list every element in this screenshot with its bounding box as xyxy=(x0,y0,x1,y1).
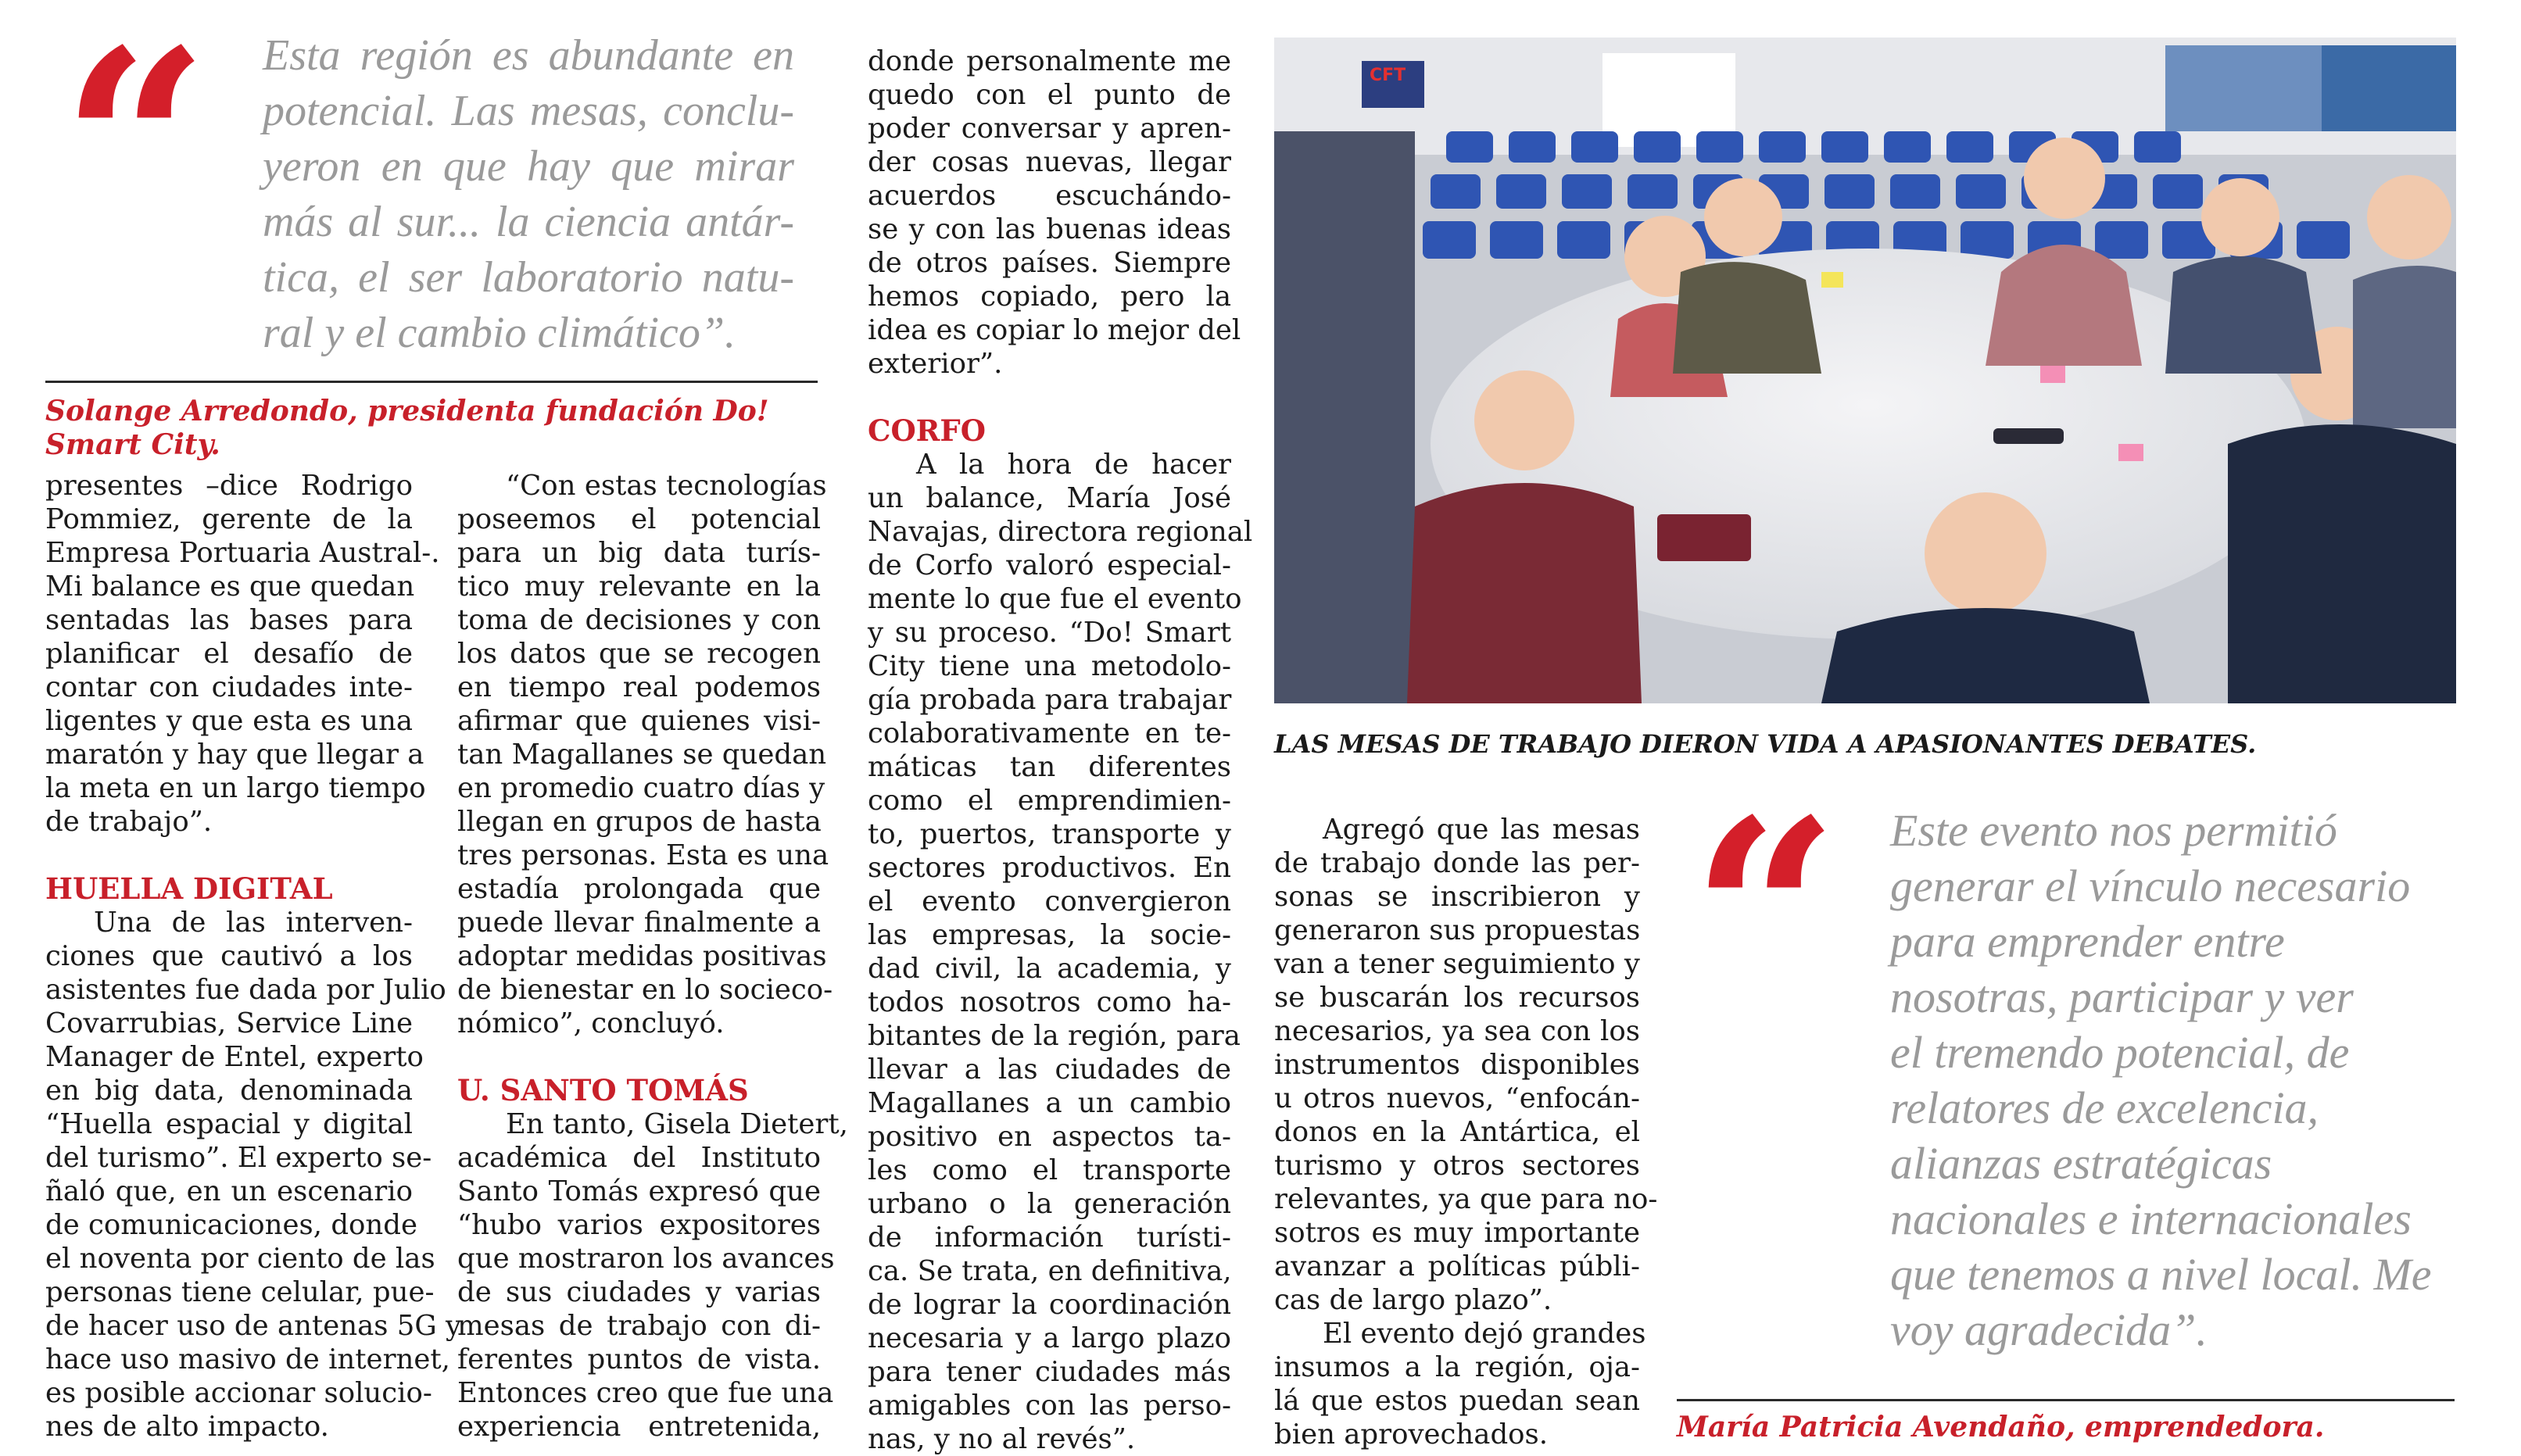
body-line: cas de largo plazo”. xyxy=(1274,1284,1552,1316)
quote-line: Esta región es abundante en xyxy=(263,31,794,80)
body-line: Entonces creo que fue una xyxy=(457,1377,834,1409)
body-line: de bienestar en lo socieco- xyxy=(457,974,833,1006)
body-line: instrumentos disponibles xyxy=(1274,1049,1640,1081)
body-line: poseemos el potencial xyxy=(457,503,821,535)
body-line: necesarios, ya sea con los xyxy=(1274,1015,1640,1047)
body-line: ferentes puntos de vista. xyxy=(457,1343,821,1376)
quote-attribution: María Patricia Avendaño, emprendedora. xyxy=(1677,1411,2325,1443)
pull-quote-avendano xyxy=(1890,803,2453,1358)
body-line: de información turísti- xyxy=(868,1222,1231,1254)
body-line: nómico”, concluyó. xyxy=(457,1007,725,1039)
article-column-3 xyxy=(868,45,1253,1456)
quote-line: que tenemos a nivel local. Me xyxy=(1890,1249,2432,1300)
quote-line: nosotras, participar y ver xyxy=(1890,971,2354,1022)
body-line: ñaló que, en un escenario xyxy=(45,1175,413,1207)
body-line: positivo en aspectos ta- xyxy=(868,1121,1231,1153)
body-line: van a tener seguimiento y xyxy=(1274,948,1640,980)
quote-line: más al sur... la ciencia antár- xyxy=(263,198,794,246)
body-line: bitantes de la región, para xyxy=(868,1020,1241,1052)
body-line: to, puertos, transporte y xyxy=(868,818,1231,850)
body-line: colaborativamente en te- xyxy=(868,717,1231,749)
quote-line: voy agradecida”. xyxy=(1890,1304,2208,1355)
body-line: City tiene una metodolo- xyxy=(868,650,1231,682)
quote-line: relatores de excelencia, xyxy=(1890,1082,2319,1133)
body-line: bien aprovechados. xyxy=(1274,1418,1549,1451)
article-column-1 xyxy=(45,469,462,1443)
body-line: tres personas. Esta es una xyxy=(457,839,829,871)
body-line: experiencia entretenida, xyxy=(457,1411,821,1443)
body-line: Empresa Portuaria Austral-. xyxy=(45,537,440,569)
body-line: nes de alto impacto. xyxy=(45,1411,329,1443)
body-line: un balance, María José xyxy=(868,482,1231,514)
quote-line: el tremendo potencial, de xyxy=(1890,1027,2350,1078)
article-column-2 xyxy=(457,469,848,1443)
photo-caption: LAS MESAS DE TRABAJO DIERON VIDA A APASIONANTES DEBATES. xyxy=(1274,729,2257,759)
body-line: A la hora de hacer xyxy=(916,449,1231,481)
body-line: donos en la Antártica, el xyxy=(1274,1116,1640,1148)
body-line: ca. Se trata, en definitiva, xyxy=(868,1255,1232,1287)
body-line: mesas de trabajo con di- xyxy=(457,1310,821,1342)
body-line: les como el transporte xyxy=(868,1154,1231,1186)
section-heading: HUELLA DIGITAL xyxy=(45,871,333,906)
body-line: puede llevar finalmente a xyxy=(457,907,821,939)
body-line: tan Magallanes se quedan xyxy=(457,739,827,771)
body-line: de hacer uso de antenas 5G y xyxy=(45,1310,462,1342)
body-line: afirmar que quienes visi- xyxy=(457,705,821,737)
body-line: nas, y no al revés”. xyxy=(868,1423,1136,1455)
body-line: turismo y otros sectores xyxy=(1274,1150,1640,1182)
quote-line: nacionales e internacionales xyxy=(1890,1193,2412,1244)
body-line: donde personalmente me xyxy=(868,45,1231,77)
body-line: presentes –dice Rodrigo xyxy=(45,470,413,502)
body-line: Magallanes a un cambio xyxy=(868,1087,1231,1119)
body-line: maratón y hay que llegar a xyxy=(45,739,424,771)
body-line: Una de las interven- xyxy=(94,907,413,939)
body-line: u otros nuevos, “enfocán- xyxy=(1274,1082,1640,1114)
section-heading: U. SANTO TOMÁS xyxy=(457,1073,749,1107)
body-line: Navajas, directora regional xyxy=(868,516,1253,548)
body-line: quedo con el punto de xyxy=(868,79,1231,111)
body-line: adoptar medidas positivas xyxy=(457,940,827,972)
quote-line: ral y el cambio climático”. xyxy=(263,309,736,357)
body-line: toma de decisiones y con xyxy=(457,604,821,636)
body-line: se buscarán los recursos xyxy=(1274,982,1640,1014)
body-line: hemos copiado, pero la xyxy=(868,281,1231,313)
body-line: urbano o la generación xyxy=(868,1188,1231,1220)
quote-line: yeron en que hay que mirar xyxy=(263,142,794,191)
body-line: relevantes, ya que para no- xyxy=(1274,1183,1658,1215)
body-line: “hubo varios expositores xyxy=(457,1209,821,1241)
quote-line: tica, el ser laboratorio natu- xyxy=(263,253,794,302)
body-line: tico muy relevante en la xyxy=(457,571,821,603)
body-line: personas tiene celular, pue- xyxy=(45,1276,435,1308)
body-line: asistentes fue dada por Julio xyxy=(45,974,446,1006)
body-line: es posible accionar solucio- xyxy=(45,1377,432,1409)
body-line: mente lo que fue el evento xyxy=(868,583,1242,615)
body-line: Manager de Entel, experto xyxy=(45,1041,424,1073)
body-line: necesaria y a largo plazo xyxy=(868,1322,1231,1354)
event-photo xyxy=(1274,38,2456,703)
body-line: en tiempo real podemos xyxy=(457,671,821,703)
body-line: la meta en un largo tiempo xyxy=(45,772,426,804)
quote-mark-icon: “ xyxy=(1691,763,1839,1066)
body-line: acuerdos escuchándo- xyxy=(868,180,1231,212)
body-line: Covarrubias, Service Line xyxy=(45,1007,413,1039)
body-line: der cosas nuevas, llegar xyxy=(868,146,1231,178)
body-line: sectores productivos. En xyxy=(868,852,1231,884)
body-line: planificar el desafío de xyxy=(45,638,413,670)
body-line: el noventa por ciento de las xyxy=(45,1243,435,1275)
body-line: y su proceso. “Do! Smart xyxy=(868,617,1231,649)
body-line: académica del Instituto xyxy=(457,1142,821,1174)
quote-divider xyxy=(45,381,818,383)
body-line: “Con estas tecnologías xyxy=(506,470,827,502)
body-line: llevar a las ciudades de xyxy=(868,1054,1231,1086)
body-line: hace uso masivo de internet, xyxy=(45,1343,450,1376)
photo-illustration xyxy=(1274,38,2456,703)
body-line: gía probada para trabajar xyxy=(868,684,1232,716)
body-line: Mi balance es que quedan xyxy=(45,571,415,603)
body-line: insumos a la región, oja- xyxy=(1274,1351,1640,1383)
body-line: Agregó que las mesas xyxy=(1323,814,1640,846)
banner-text: CFT xyxy=(1370,66,1406,85)
body-line: sonas se inscribieron y xyxy=(1274,881,1640,913)
body-line: llegan en grupos de hasta xyxy=(457,806,822,838)
body-line: las empresas, la socie- xyxy=(868,919,1231,951)
quote-line: potencial. Las mesas, conclu- xyxy=(263,87,794,135)
quote-line: generar el vínculo necesario xyxy=(1890,860,2411,911)
quote-line: Este evento nos permitió xyxy=(1890,805,2337,856)
paragraph-gap xyxy=(457,1040,821,1074)
body-line: de trabajo”. xyxy=(45,806,213,838)
body-line: máticas tan diferentes xyxy=(868,751,1231,783)
body-line: Pommiez, gerente de la xyxy=(45,503,413,535)
paragraph-gap xyxy=(45,839,413,872)
article-column-4 xyxy=(1274,813,1658,1451)
body-line: se y con las buenas ideas xyxy=(868,213,1231,245)
body-line: generaron sus propuestas xyxy=(1274,914,1641,946)
body-line: del turismo”. El experto se- xyxy=(45,1142,432,1174)
body-line: avanzar a políticas públi- xyxy=(1274,1250,1640,1282)
body-line: como el emprendimien- xyxy=(868,785,1231,817)
body-line: que mostraron los avances xyxy=(457,1243,835,1275)
body-line: de otros países. Siempre xyxy=(868,247,1231,279)
body-line: estadía prolongada que xyxy=(457,873,821,905)
body-line: Santo Tomás expresó que xyxy=(457,1175,821,1207)
body-line: para un big data turís- xyxy=(457,537,821,569)
body-line: exterior”. xyxy=(868,348,1003,380)
paragraph-gap xyxy=(868,381,1231,414)
body-line: poder conversar y apren- xyxy=(868,113,1231,145)
quote-line: alianzas estratégicas xyxy=(1890,1138,2272,1189)
body-line: ligentes y que esta es una xyxy=(45,705,413,737)
body-line: sotros es muy importante xyxy=(1274,1217,1640,1249)
body-line: el evento convergieron xyxy=(868,885,1231,918)
quote-mark-icon: “ xyxy=(61,0,209,296)
body-line: en big data, denominada xyxy=(45,1075,413,1107)
body-line: contar con ciudades inte- xyxy=(45,671,413,703)
quote-divider xyxy=(1677,1399,2455,1401)
body-line: de comunicaciones, donde xyxy=(45,1209,418,1241)
body-line: ciones que cautivó a los xyxy=(45,940,413,972)
quote-attribution: Solange Arredondo, presidenta fundación Do! Smart City. xyxy=(45,395,769,461)
body-line: los datos que se recogen xyxy=(457,638,821,670)
body-line: de Corfo valoró especial- xyxy=(868,549,1231,581)
body-line: en promedio cuatro días y xyxy=(457,772,825,804)
body-line: dad civil, la academia, y xyxy=(868,953,1231,985)
body-line: para tener ciudades más xyxy=(868,1356,1231,1388)
body-line: de lograr la coordinación xyxy=(868,1289,1231,1321)
body-line: El evento dejó grandes xyxy=(1323,1318,1646,1350)
section-heading: CORFO xyxy=(868,413,986,448)
body-line: de sus ciudades y varias xyxy=(457,1276,821,1308)
body-line: amigables con las perso- xyxy=(868,1390,1231,1422)
body-line: de trabajo donde las per- xyxy=(1274,847,1640,879)
pull-quote-solange xyxy=(263,28,794,361)
body-line: idea es copiar lo mejor del xyxy=(868,314,1241,346)
body-line: lá que estos puedan sean xyxy=(1274,1385,1640,1417)
body-line: todos nosotros como ha- xyxy=(868,986,1231,1018)
body-line: sentadas las bases para xyxy=(45,604,413,636)
body-line: En tanto, Gisela Dietert, xyxy=(506,1108,848,1140)
quote-line: para emprender entre xyxy=(1890,916,2285,967)
body-line: “Huella espacial y digital xyxy=(45,1108,413,1140)
